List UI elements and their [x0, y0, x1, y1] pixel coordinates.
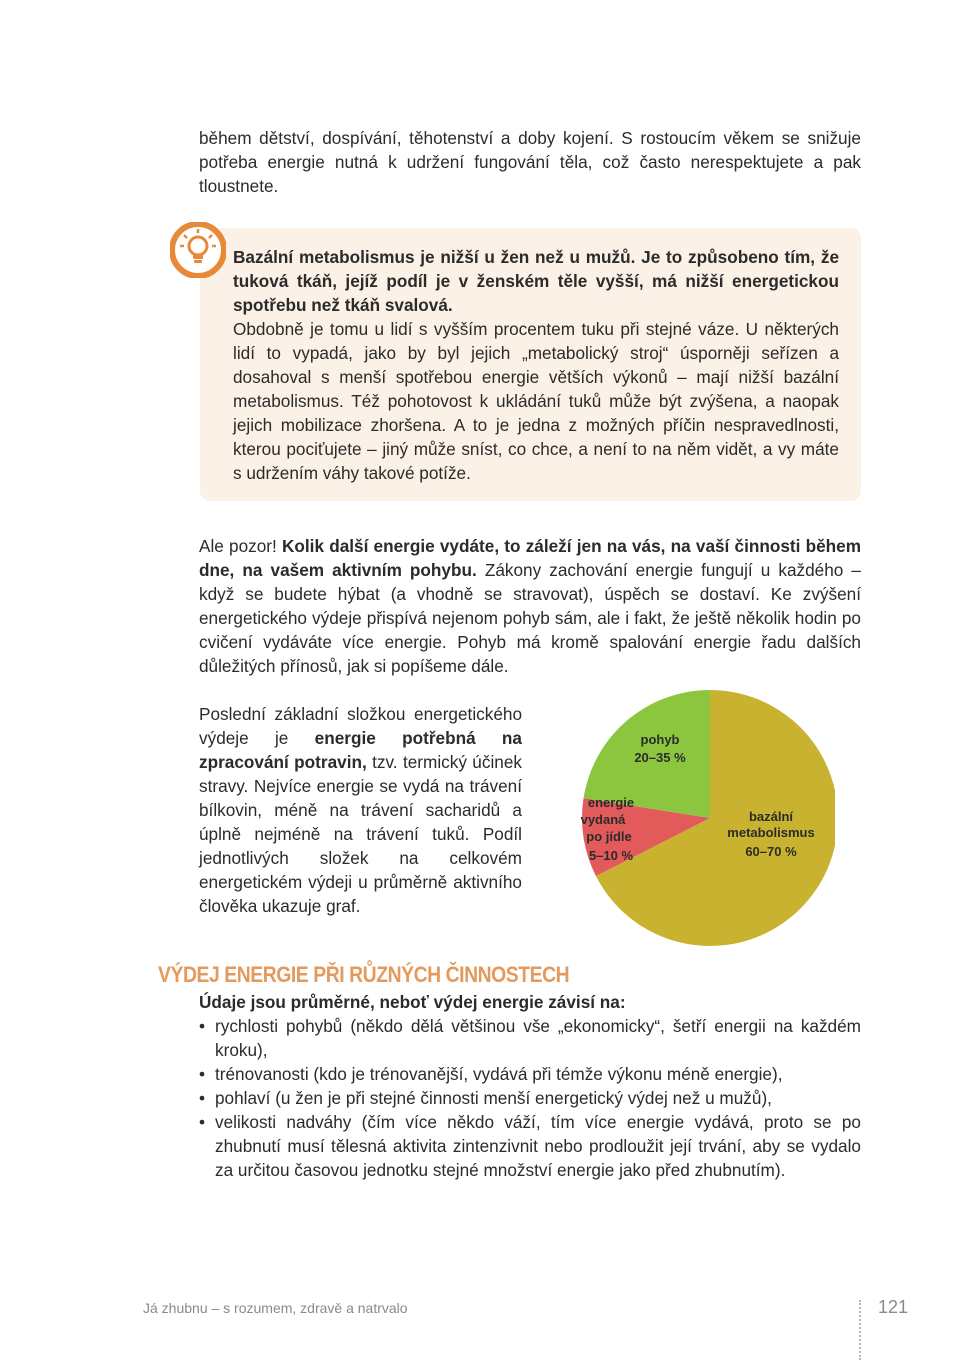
pie-label-movement-1: pohyb [640, 732, 680, 747]
factor-list [199, 1014, 861, 1182]
callout-bold-text: Bazální metabolismus je nižší u žen než u mužů. Je to způsobeno tím, že tuková tkáň, jejíž podíl je v ženském těle vyšší, má nižší energetickou spotřebu než tkáň svalová. [233, 247, 839, 315]
side-paragraph: Poslední základní složkou energetického výdeje je energie potřebná na zpracování potravin, tzv. termický účinek stravy. Nejvíce energie se vydá na trávení bílkovin, méně na trávení sacharidů a úplně nejméně na trávení tuků. Podíl jednotlivých složek na celkovém energetickém výdeji u průměrně aktivního člověka ukazuje graf. [199, 704, 522, 916]
energy-pie-chart [575, 686, 835, 950]
callout-body-text: Obdobně je tomu u lidí s vyšším procentem tuku při stejné váze. U některých lidí to vypadá, jako by byl jejich „metabolický stroj“ úsporněji seřízen a dosahoval s menší spotřebou energie větších výkonů – mají nižší bazální metabolismus. Též pohotovost k ukládání tuků může být zvýšena, a naopak jejich mobilizace zhoršena. A to je jedna z možných příčin nespravedlnosti, kterou pociťujete – jiný může sníst, co chce, a není to na něm vidět, a vy máte s udržením váhy takové potíže. [233, 319, 839, 483]
footer-divider [859, 1300, 861, 1360]
pie-label-food-1: energie [587, 795, 635, 810]
list-item: • velikosti nadváhy (čím více někdo váží, tím více energie vydává, proto se po zhubnutí musí tělesná aktivita zintenzivnit nebo prodloužit její trvání, aby se vydalo za určitou časovou jednotku stejné množství energie jako před zhubnutím). [199, 1110, 861, 1182]
list-item: • pohlaví (u žen je při stejné činnosti menší energetický výdej než u mužů), [199, 1086, 861, 1110]
list-item: • trénovanosti (kdo je trénovanější, vydává při témže výkonu méně energie), [199, 1062, 861, 1086]
callout-text [233, 245, 839, 485]
section-heading: VÝDEJ ENERGIE PŘI RŮZNÝCH ČINNOSTECH [158, 962, 570, 987]
page-number: 121 [878, 1297, 909, 1317]
pie-label-movement-2: 20–35 % [634, 750, 686, 765]
pie-label-food-2: vydaná [580, 812, 626, 827]
pie-label-food-4: 5–10 % [588, 848, 634, 863]
activity-paragraph: Ale pozor! Kolik další energie vydáte, to záleží jen na vás, na vaší činnosti během dne, na vašem aktivním pohybu. Zákony zachování energie fungují u každého – když se budete hýbat (a vhodně se stravovat), úspěch se dostaví. Ke zvýšení energetického výdeje přispívá nejenom pohyb sám, ale i fakt, že ještě několik hodin po cvičení vydáváte více energie. Pohyb má kromě spalování energie řadu dalších důležitých přínosů, jak si popíšeme dále. [199, 536, 861, 676]
list-item: • rychlosti pohybů (někdo dělá většinou vše „ekonomicky“, šetří energii na každém kroku), [199, 1014, 861, 1062]
pie-label-basal-1: bazální [748, 809, 794, 824]
pie-label-basal-3: 60–70 % [745, 844, 797, 859]
pie-label-food-3: po jídle [586, 829, 632, 844]
intro-paragraph: během dětství, dospívání, těhotenství a doby kojení. S rostoucím věkem se snižuje potřeba energie nutná k udržení fungování těla, což často nerespektujete a pak tloustnete. [199, 128, 861, 196]
footer-book-title: Já zhubnu – s rozumem, zdravě a natrvalo [143, 1300, 408, 1316]
pie-label-basal-2: metabolismus [727, 825, 815, 840]
section-intro: Údaje jsou průměrné, neboť výdej energie závisí na: [199, 992, 626, 1012]
lightbulb-icon [170, 222, 226, 278]
